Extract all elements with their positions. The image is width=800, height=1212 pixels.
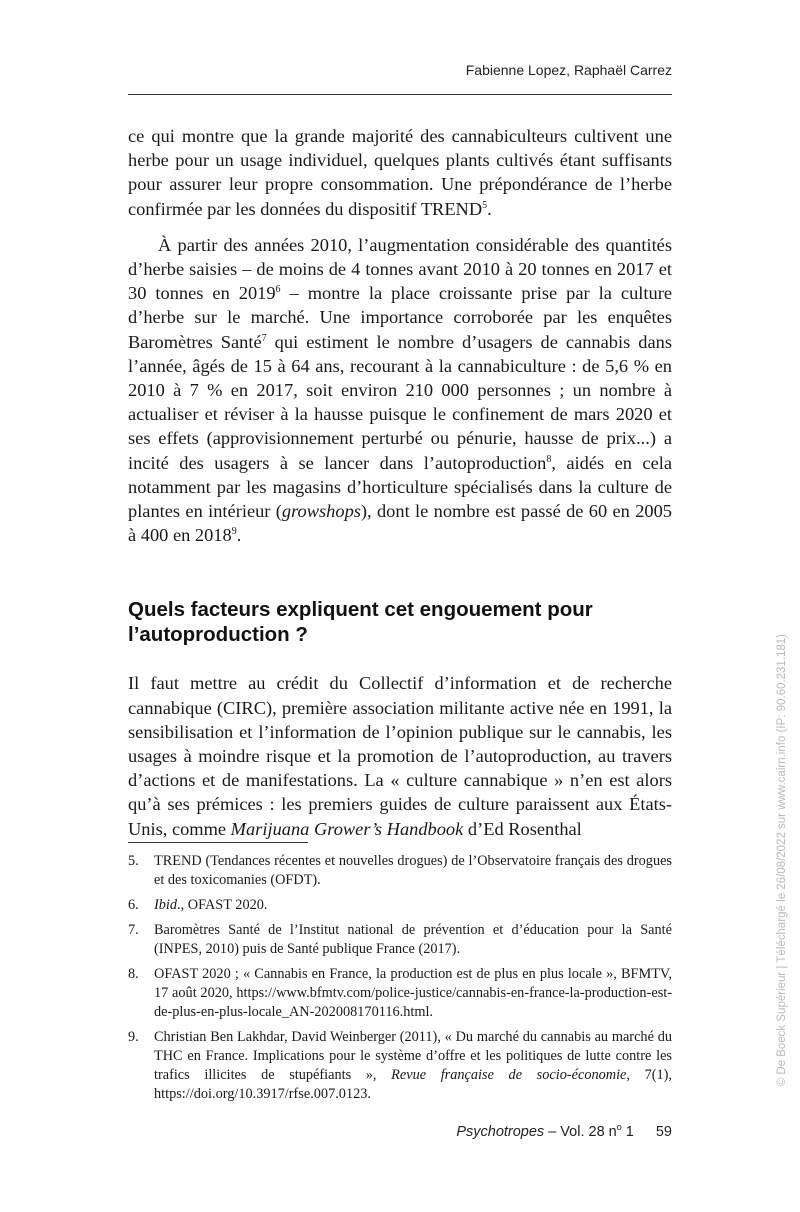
paragraph-3: Il faut mettre au crédit du Collectif d’information et de recherche cannabique (CIRC), première association militante active née en 1991, la sensibilisation et l’information de l’opinion publique sur le cannabis, les usages à moindre risque et la promotion de l’autoproduction, au travers d’actions et de manifestations. La « culture cannabique » n’en est alors qu’à ses prémices : les premiers guides de culture paraissent aux États-Unis, comme Marijuana Grower’s Handbook d’Ed Rosenthal <box>128 673 672 839</box>
footnote-9: 9. Christian Ben Lakhdar, David Weinberger (2011), « Du marché du cannabis au marché du THC en France. Implications pour le système d’offre et les politiques de lutte contre les trafics illicites de stupéfiants », Revue française de socio-économie, 7(1), https://doi.org/10.3917/rfse.007.0123. <box>128 1029 673 1102</box>
footnotes <box>128 852 672 1110</box>
main-text <box>128 124 672 841</box>
footnote-ref-9[interactable]: 9 <box>231 526 237 538</box>
page-number: 59 <box>655 1123 672 1140</box>
journal-title: Psychotropes <box>456 1123 545 1140</box>
download-watermark: © De Boeck Supérieur | Téléchargé le 26/08/2022 sur www.cairn.info (IP: 90.60.231.181) <box>776 634 788 1087</box>
footnote-ref-7[interactable]: 7 <box>261 332 267 344</box>
footnote-ref-8[interactable]: 8 <box>546 453 552 465</box>
paragraph-2: À partir des années 2010, l’augmentation considérable des quantités d’herbe saisies – de moins de 4 tonnes avant 2010 à 20 tonnes en 2017 et 30 tonnes en 2019$^6$ – montre la place croissante prise par la culture d’herbe sur le marché. Une importance corroborée par les enquêtes Baromètres Santé$^7$ qui estiment le nombre d’usagers de cannabis dans l’année, âgés de 15 à 64 ans, recourant à la cannabiculture : de 5,6 % en 2010 à 7 % en 2017, soit environ 210 000 personnes ; un nombre à actualiser et réviser à la hausse puisque le confinement de mars 2020 et ses effets (approvisionnement perturbé ou pénurie, hausse de prix...) a incité des usagers à se lancer dans l’autoproduction$^8$, aidés en cela notamment par les magasins d’horticulture spécialisés dans la culture de plantes en intérieur (growshops), dont le nombre est passé de 60 en 2005 à 400 en 2018$^9$. <box>128 234 673 546</box>
footnote-6: 6. Ibid., OFAST 2020. <box>128 897 268 913</box>
running-footer: Psychotropes – Vol. 28 $n^o$ 1 59 <box>456 1122 672 1140</box>
section-heading: Quels facteurs expliquent cet engouement pour l’autoproduction ? <box>128 598 593 647</box>
footnote-ref-5[interactable]: 5 <box>482 199 488 211</box>
footnote-5: 5. TREND (Tendances récentes et nouvelles drogues) de l’Observatoire français des drogues et des toxicomanies (OFDT). <box>128 853 672 888</box>
header-rule <box>128 94 672 95</box>
footnote-7: 7. Baromètres Santé de l’Institut national de prévention et d’éducation pour la Santé (INPES, 2010) puis de Santé publique France (2017). <box>128 922 672 957</box>
paragraph-1: ce qui montre que la grande majorité des cannabiculteurs cultivent une herbe pour un usage individuel, quelques plants cultivés étant suffisants pour assurer leur propre consommation. Une prépondérance de l’herbe confirmée par les données du dispositif TREND$^5$. <box>128 126 672 219</box>
running-header-authors: Fabienne Lopez, Raphaël Carrez <box>465 62 672 78</box>
footnote-rule <box>128 842 308 843</box>
footnote-ref-6[interactable]: 6 <box>275 284 281 296</box>
footnote-8: 8. OFAST 2020 ; « Cannabis en France, la production est de plus en plus locale », BFMTV, 17 août 2020, https://www.bfmtv.com/police-justice/cannabis-en-france-la-production-est-de-plus-en-plus-locale_AN-202008170116.html. <box>128 966 672 1020</box>
